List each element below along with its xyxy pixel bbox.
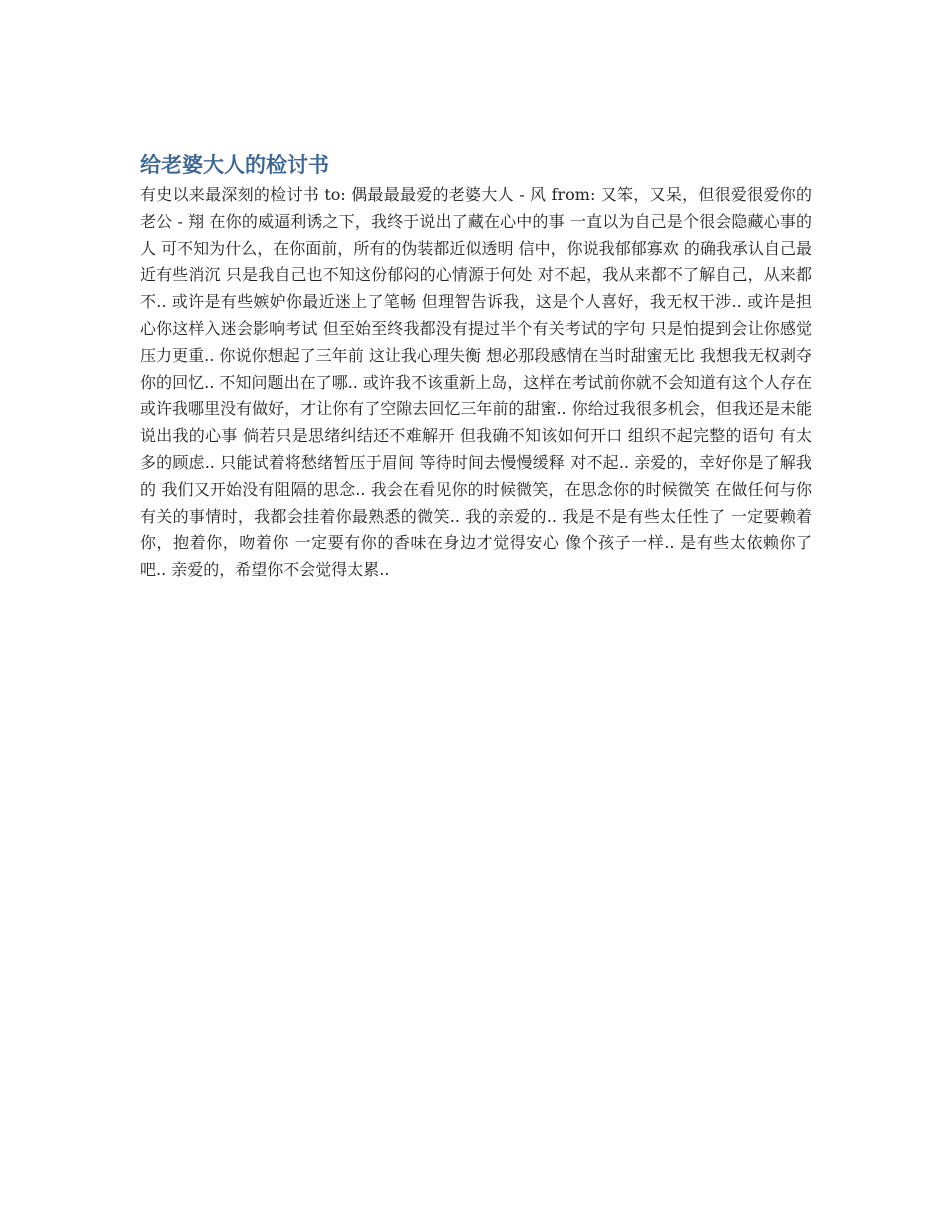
document-content xyxy=(140,150,812,584)
document-body: 有史以来最深刻的检讨书 to: 偶最最最爱的老婆大人 - 风 from: 又笨，又呆，但很爱很爱你的老公 - 翔 在你的威逼利诱之下，我终于说出了藏在心中的事 一直以为自己是个很会隐藏心事的人 可不知为什么，在你面前，所有的伪装都近似透明 信中，你说我郁郁寡欢 的确我承认自己最近有些消沉 只是我自己也不知这份郁闷的心情源于何处 对不起，我从来都不了解自己，从来都不.. 或许是有些嫉妒你最近迷上了笔畅 但理智告诉我，这是个人喜好，我无权干涉.. 或许是担心你这样入迷会影响考试 但至始至终我都没有提过半个有关考试的字句 只是怕提到会让你感觉压力更重.. 你说你想起了三年前 这让我心理失衡 想必那段感情在当时甜蜜无比 我想我无权剥夺你的回忆.. 不知问题出在了哪.. 或许我不该重新上岛，这样在考试前你就不会知道有这个人存在 或许我哪里没有做好，才让你有了空隙去回忆三年前的甜蜜.. 你给过我很多机会，但我还是未能说出我的心事 倘若只是思绪纠结还不难解开 但我确不知该如何开口 组织不起完整的语句 有太多的顾虑.. 只能试着将愁绪暂压于眉间 等待时间去慢慢缓释 对不起.. 亲爱的，幸好你是了解我的 我们又开始没有阻隔的思念.. 我会在看见你的时候微笑，在思念你的时候微笑 在做任何与你有关的事情时，我都会挂着你最熟悉的微笑.. 我的亲爱的.. 我是不是有些太任性了 一定要赖着你，抱着你，吻着你 一定要有你的香味在身边才觉得安心 像个孩子一样.. 是有些太依赖你了吧.. 亲爱的，希望你不会觉得太累.. xyxy=(140,185,812,580)
document-title: 给老婆大人的检讨书 xyxy=(140,153,329,177)
